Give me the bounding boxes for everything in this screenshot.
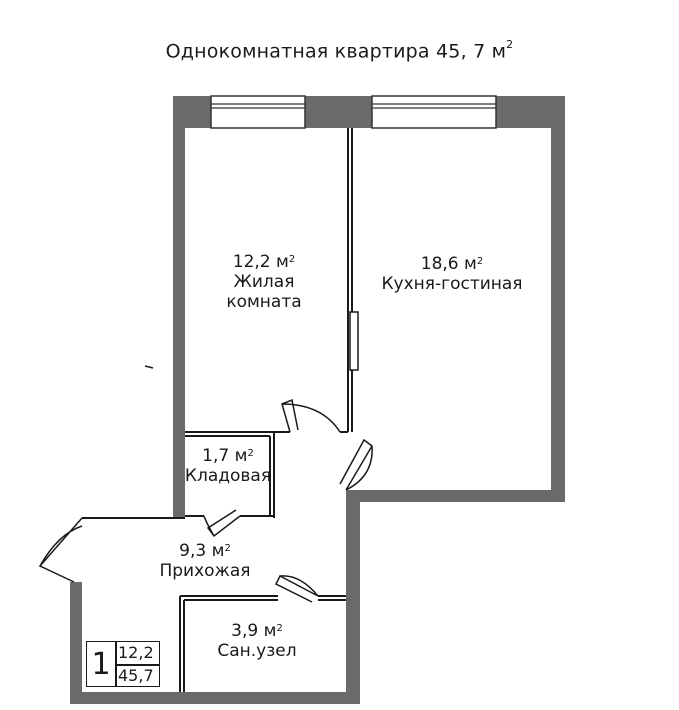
interior-walls: [82, 128, 352, 692]
room-label-hallway: [140, 541, 270, 581]
kitchen-door: [340, 440, 372, 490]
plan-title-sup: 2: [506, 38, 514, 51]
kitchen-area-sup: 2: [476, 256, 484, 267]
room-label-kitchen: [362, 254, 542, 294]
window-kitchen: [372, 96, 496, 128]
living-door: [282, 400, 340, 432]
living-name-line2: комната: [226, 292, 302, 312]
badge-rooms-count: 1: [91, 647, 111, 682]
bathroom-area-sup: 2: [276, 623, 283, 634]
bathroom-area: 3,9 м: [231, 621, 277, 641]
living-area-sup: 2: [288, 254, 296, 265]
storage-door: [204, 510, 240, 536]
entrance-door: [40, 518, 82, 582]
window-living: [211, 96, 305, 128]
kitchen-name: Кухня-гостиная: [381, 274, 523, 294]
plan-mark: [145, 366, 153, 368]
outer-wall: [70, 96, 565, 704]
badge-living-area: 12,2: [118, 643, 154, 662]
room-label-storage: [178, 446, 278, 486]
storage-area: 1,7 м: [202, 446, 248, 466]
info-badge: [86, 641, 160, 687]
living-name-line1: Жилая: [233, 272, 295, 292]
room-label-bathroom: [198, 621, 316, 661]
bathroom-name: Сан.узел: [217, 641, 297, 661]
badge-total-area: 45,7: [118, 666, 154, 685]
kitchen-area: 18,6 м: [420, 254, 477, 274]
bathroom-door: [276, 576, 318, 602]
plan-title-text: Однокомнатная квартира 45, 7 м: [165, 40, 507, 63]
hallway-area-sup: 2: [224, 543, 231, 554]
storage-name: Кладовая: [184, 466, 272, 486]
living-area: 12,2 м: [232, 252, 289, 272]
hallway-area: 9,3 м: [179, 541, 225, 561]
hallway-name: Прихожая: [159, 561, 251, 581]
wall-notch: [350, 312, 358, 370]
room-label-living: [198, 252, 330, 312]
storage-area-sup: 2: [247, 448, 254, 459]
